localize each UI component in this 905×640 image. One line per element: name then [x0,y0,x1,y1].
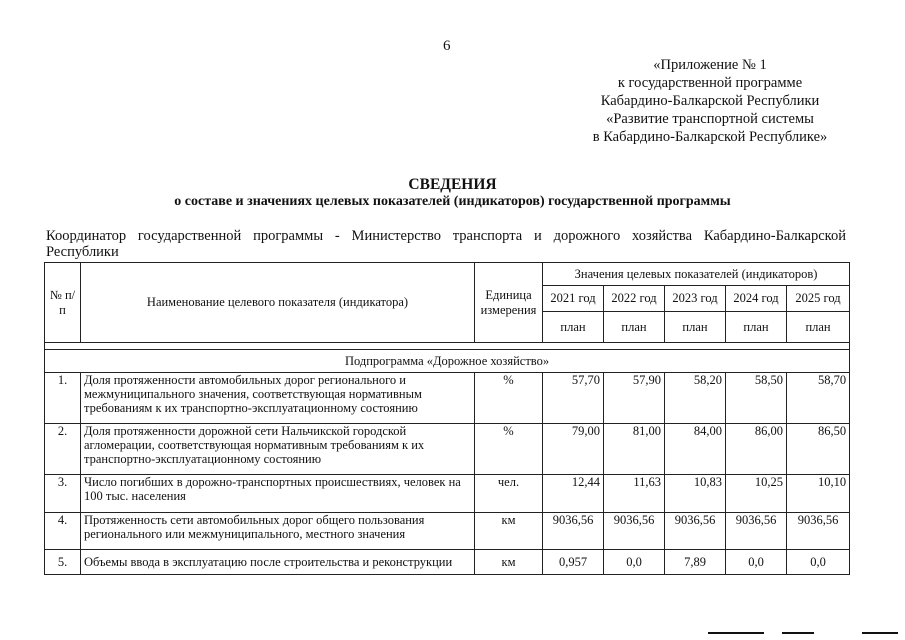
indicators-table [44,262,850,575]
document-title: СВЕДЕНИЯ [408,176,497,193]
header-row [45,263,850,286]
annex-header [560,56,860,146]
row-unit: % [475,424,543,475]
row-value: 9036,56 [665,513,726,550]
row-value: 57,70 [543,373,604,424]
row-number: 4. [45,513,81,550]
row-value: 58,50 [726,373,787,424]
annex-line: в Кабардино-Балкарской Республике» [592,129,828,145]
row-value: 86,00 [726,424,787,475]
row-unit: км [475,513,543,550]
row-number: 3. [45,475,81,513]
header-unit: Единица измерения [475,263,543,343]
row-value: 0,0 [726,550,787,575]
annex-line: к государственной программе [617,75,803,91]
table-row [45,475,850,513]
row-unit: % [475,373,543,424]
row-value: 12,44 [543,475,604,513]
spacer-row [45,343,850,350]
row-unit: км [475,550,543,575]
annex-line: «Приложение № 1 [653,57,767,73]
row-number: 5. [45,550,81,575]
plan-label: план [543,312,604,343]
scan-mark [782,632,814,634]
section-row [45,350,850,373]
page-number: 6 [443,38,451,54]
row-value: 9036,56 [787,513,850,550]
scan-mark [862,632,898,634]
row-indicator-name: Число погибших в дорожно-транспортных происшествиях, человек на 100 тыс. населения [81,475,475,513]
row-indicator-name: Объемы ввода в эксплуатацию после строительства и реконструкции [81,550,475,575]
table-row [45,513,850,550]
row-number: 2. [45,424,81,475]
row-value: 0,0 [787,550,850,575]
table-row [45,373,850,424]
year-header: 2025 год [787,286,850,312]
plan-label: план [665,312,726,343]
row-value: 9036,56 [543,513,604,550]
row-value: 9036,56 [726,513,787,550]
row-value: 58,20 [665,373,726,424]
row-value: 57,90 [604,373,665,424]
row-value: 7,89 [665,550,726,575]
row-value: 0,0 [604,550,665,575]
year-header: 2022 год [604,286,665,312]
row-indicator-name: Протяженность сети автомобильных дорог общего пользования регионального или межмуниципального, местного значения [81,513,475,550]
scan-mark [708,632,764,634]
section-title: Подпрограмма «Дорожное хозяйство» [45,350,850,373]
row-value: 58,70 [787,373,850,424]
annex-line: Кабардино-Балкарской Республики [600,93,820,109]
row-indicator-name: Доля протяженности дорожной сети Нальчикской городской агломерации, соответствующая нормативным требованиям к их транспортно-эксплуатационному состоянию [81,424,475,475]
row-value: 10,25 [726,475,787,513]
row-value: 9036,56 [604,513,665,550]
row-value: 10,10 [787,475,850,513]
plan-label: план [604,312,665,343]
year-header: 2021 год [543,286,604,312]
row-value: 11,63 [604,475,665,513]
row-indicator-name: Доля протяженности автомобильных дорог регионального и межмуниципального значения, соответствующая нормативным требованиям к их транспортно-эксплуатационному состоянию [81,373,475,424]
annex-line: «Развитие транспортной системы [606,111,814,127]
header-indicator-name: Наименование целевого показателя (индикатора) [81,263,475,343]
header-values: Значения целевых показателей (индикаторов) [543,263,850,286]
coordinator-text: Координатор государственной программы - Министерство транспорта и дорожного хозяйства Кабардино-Балкарской Республики [46,228,846,260]
row-value: 81,00 [604,424,665,475]
row-value: 84,00 [665,424,726,475]
row-number: 1. [45,373,81,424]
year-header: 2024 год [726,286,787,312]
table-row [45,424,850,475]
year-header: 2023 год [665,286,726,312]
table-row [45,550,850,575]
row-value: 86,50 [787,424,850,475]
plan-label: план [787,312,850,343]
header-number: № п/п [45,263,81,343]
row-value: 0,957 [543,550,604,575]
row-value: 79,00 [543,424,604,475]
plan-label: план [726,312,787,343]
document-subtitle: о составе и значениях целевых показателей (индикаторов) государственной программы [174,194,731,209]
row-value: 10,83 [665,475,726,513]
row-unit: чел. [475,475,543,513]
